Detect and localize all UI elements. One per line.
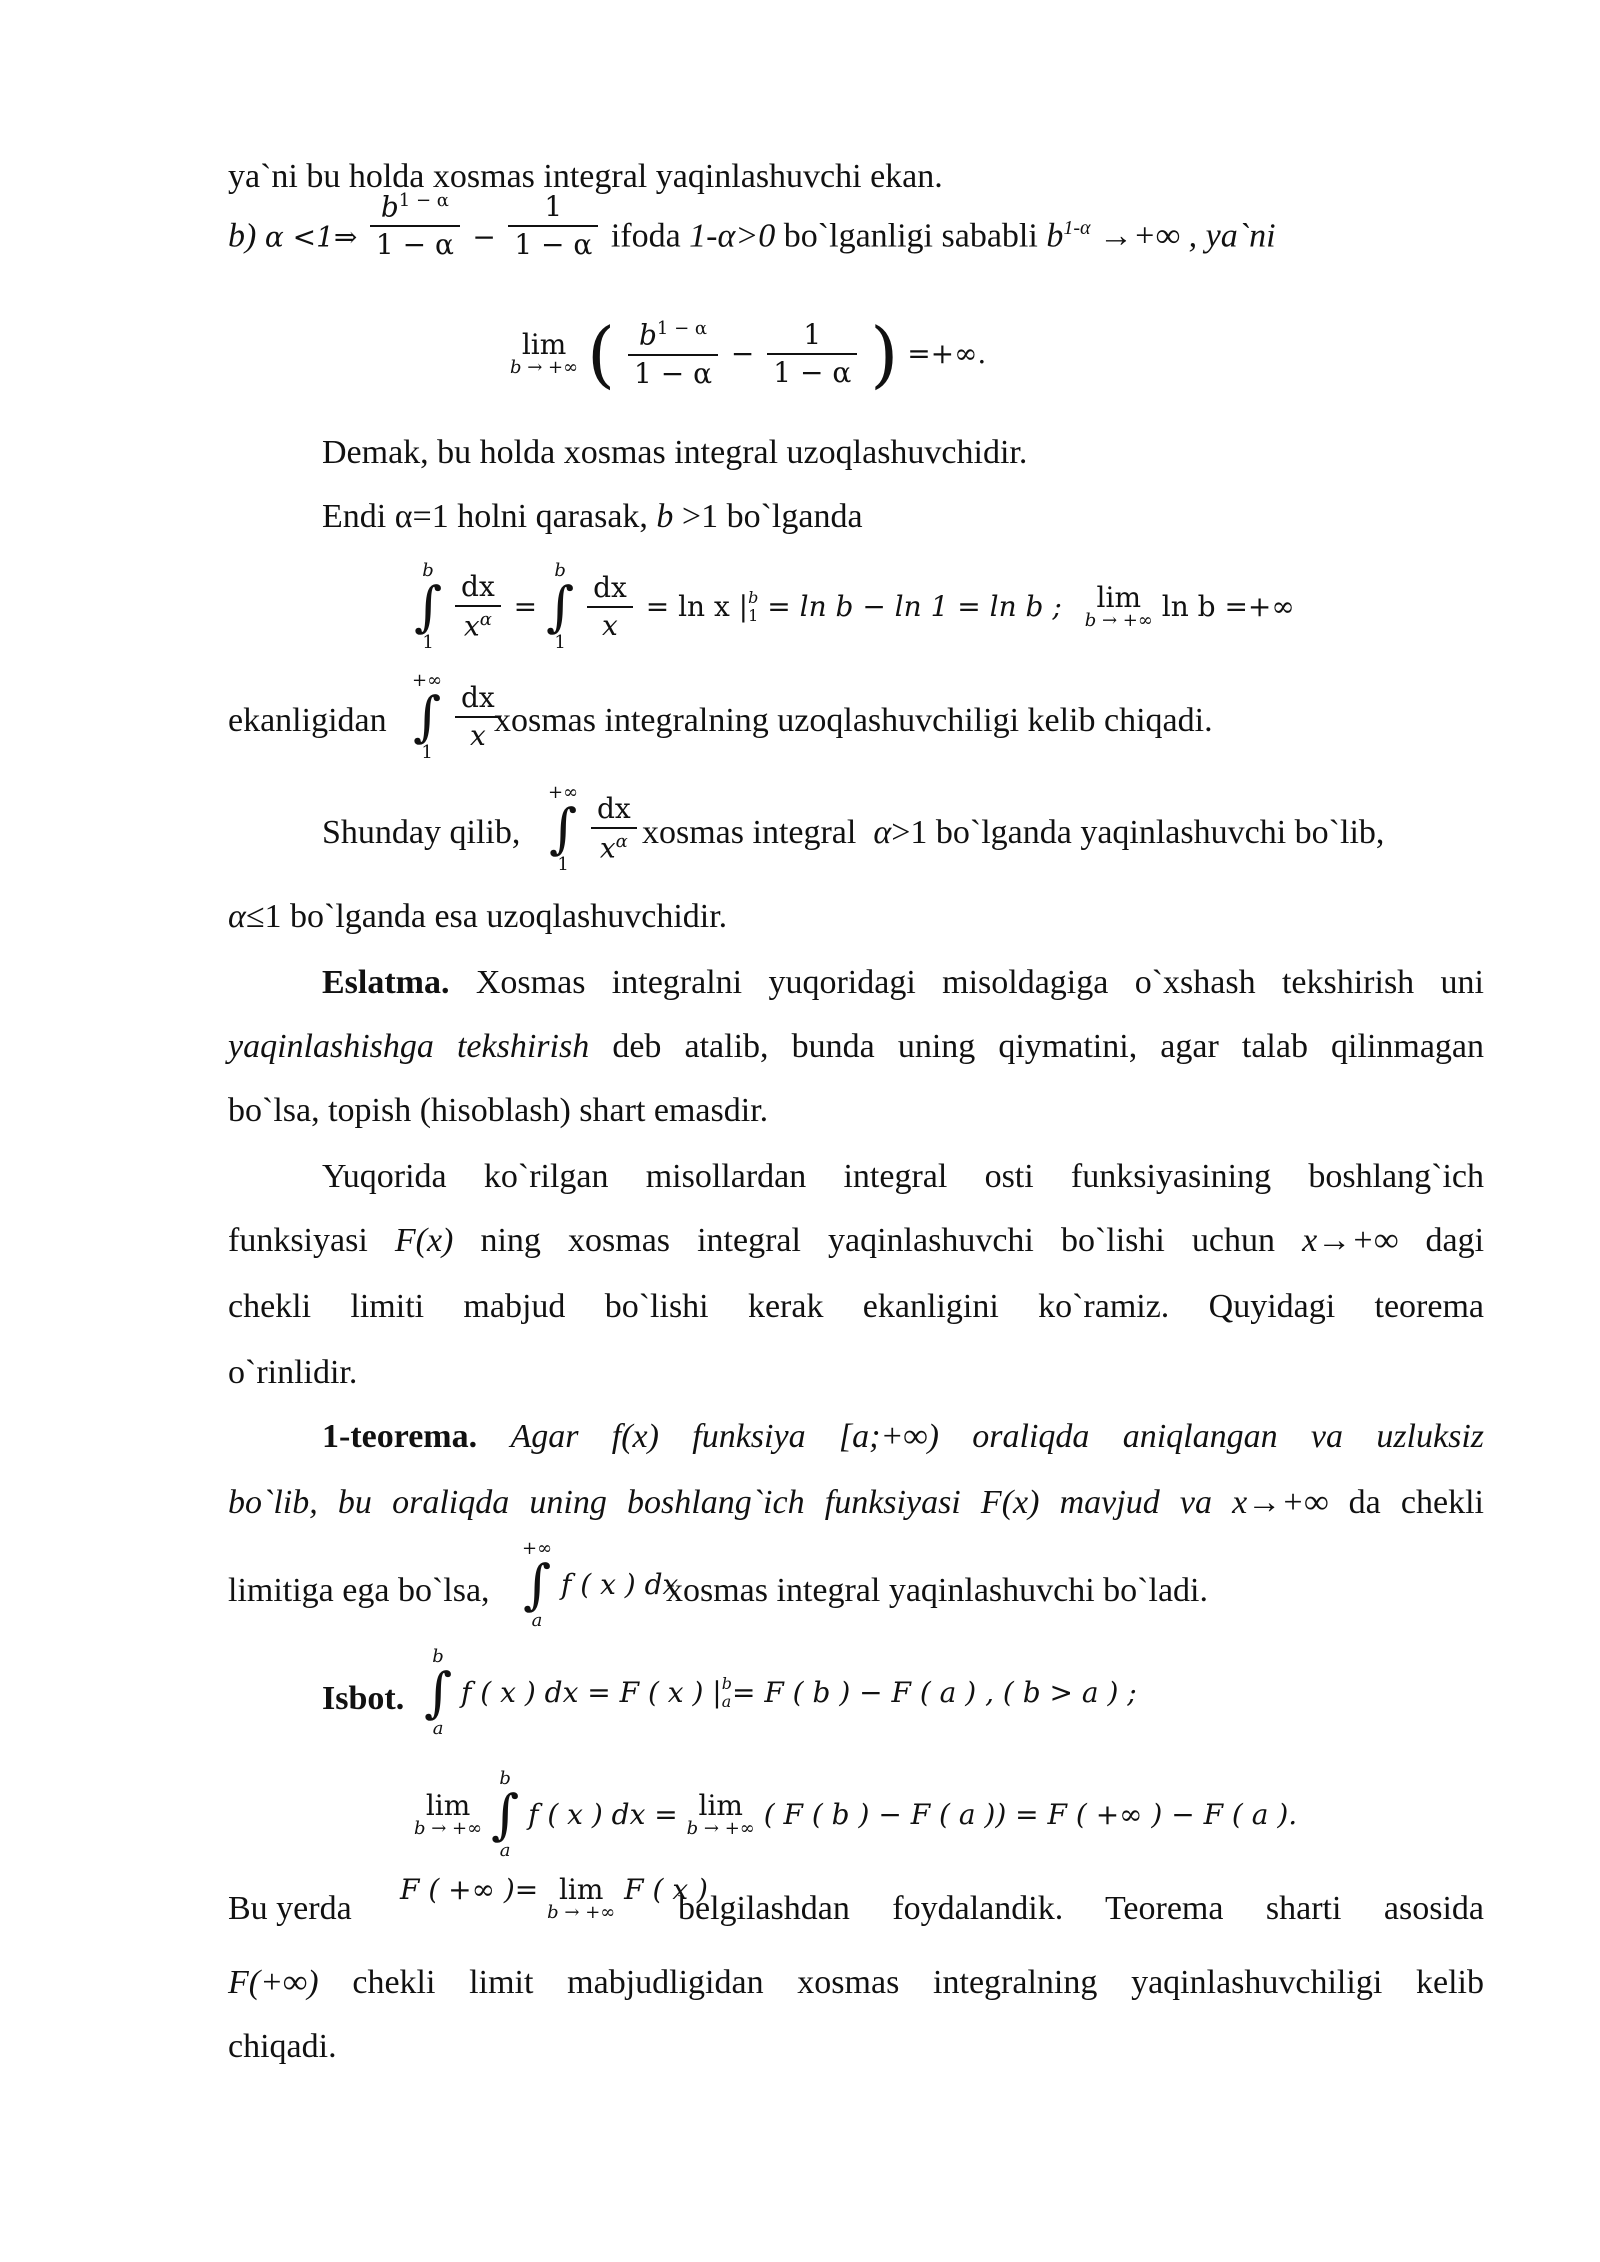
fraction (455, 570, 501, 643)
formula-text: 1 − α (656, 318, 708, 340)
formula-text: dx (455, 573, 501, 607)
text-span: α (228, 898, 246, 935)
text-span: Eslatma. (322, 964, 450, 1001)
formula-line (414, 1770, 1297, 1860)
text-span: ≤1 bo`lganda esa uzoqlashuvchidir. (245, 898, 728, 935)
integral-sign: ∫ (491, 1783, 520, 1846)
fraction (767, 318, 857, 389)
formula-text: α (479, 609, 492, 631)
formula-text: = ln b − ln 1 = ln b ; (767, 590, 1062, 623)
text-span: bo`lganligi sababli (783, 217, 1038, 255)
formula-text: F ( x ) (624, 1873, 708, 1906)
formula-text: f ( x ) dx = F ( x ) | (461, 1676, 722, 1709)
formula-text: lim (698, 1789, 743, 1822)
formula-text: f ( x ) dx (560, 1568, 679, 1601)
formula-line: lim b → +∞ ( $\frac{b^{1 - \alpha}}{1 - \alpha}$ − $\frac{1}{1 - \alpha}$ ) =+∞. (510, 312, 987, 396)
text-span: b (1046, 217, 1064, 255)
formula-text: 1 (554, 632, 566, 653)
text-line: chekli limiti mabjud bo`lishi kerak ekanligini ko`ramiz. Quyidagi teorema (228, 1288, 1484, 1325)
formula-inline (412, 672, 505, 762)
integral-sign: ∫ (548, 797, 578, 860)
text-span: ning xosmas integral yaqinlashuvchi bo`lishi uchun (480, 1222, 1276, 1259)
fraction (628, 318, 718, 390)
text-span: chekli limit mabjudligidan xosmas integralning yaqinlashuvchiligi kelib (352, 1964, 1484, 2001)
formula-text: lim (558, 1873, 604, 1906)
text-span: xosmas integral (642, 814, 857, 851)
formula-text: 1 (508, 193, 598, 227)
text-span: b (656, 498, 674, 535)
integral-sign: ∫ (546, 575, 575, 638)
text-line (228, 900, 727, 934)
text-line: ya`ni bu holda xosmas integral yaqinlashuvchi ekan. (228, 158, 943, 195)
fraction (508, 189, 598, 261)
fraction (591, 792, 637, 865)
text-span: F(+∞) (228, 1964, 319, 2001)
formula-text: b (432, 1646, 444, 1667)
text-line: xosmas integralning uzoqlashuvchiligi kelib chiqadi. (494, 702, 1213, 739)
text-span: funksiyasi (228, 1222, 368, 1259)
formula-text: dx (591, 795, 637, 829)
formula-text: x (599, 831, 616, 865)
formula-text: b → +∞ (510, 357, 579, 378)
formula-text: α <1⇒ (264, 220, 358, 254)
formula-text: 1 − α (398, 190, 449, 211)
text-span: 1-α (1063, 217, 1091, 240)
formula-text: b (499, 1768, 511, 1789)
formula-text: = F ( b ) − F ( a ) , ( b > a ) ; (731, 1676, 1137, 1709)
item-label: b) (228, 217, 257, 255)
formula-text: b (721, 1674, 732, 1694)
text-line (228, 1966, 1484, 2000)
formula-text: f ( x ) dx = (528, 1798, 678, 1831)
formula-text: a (721, 1692, 732, 1711)
formula-text: 1 − α (375, 228, 454, 262)
text-line: Isbot. (322, 1680, 405, 1717)
formula-line (414, 562, 1295, 652)
formula-text: − (730, 337, 755, 370)
text-span: Endi α=1 holni qarasak, (322, 498, 648, 535)
text-span: ekanligidan (228, 702, 387, 739)
formula-text: b → +∞ (686, 1818, 755, 1839)
formula-text: x (463, 609, 480, 643)
formula-text: α (615, 831, 628, 853)
text-line: Yuqorida ko`rilgan misollardan integral osti funksiyasining boshlang`ich (322, 1158, 1484, 1195)
text-line: Bu yerda (228, 1890, 352, 1927)
text-line: belgilashdan foydalandik. Teorema sharti asosida (678, 1890, 1484, 1927)
text-span: yaqinlashishga tekshirish (228, 1028, 590, 1065)
text-line (228, 189, 1276, 262)
text-line (642, 816, 1384, 850)
text-line: chiqadi. (228, 2028, 337, 2065)
formula-text: 1 (748, 606, 759, 625)
text-line: Shunday qilib, (322, 814, 521, 851)
formula-text: x (469, 719, 486, 752)
text-span: 1-teorema. (322, 1418, 478, 1455)
formula-text: dx (587, 574, 633, 608)
formula-text: lim (425, 1789, 471, 1822)
fraction (370, 190, 460, 262)
text-span: bo`lib, bu oraliqda uning boshlang`ich funksiyasi F(x) mavjud va x→+∞ (228, 1484, 1329, 1521)
formula-text: b (638, 318, 657, 352)
formula-text: 1 (422, 632, 434, 653)
text-line (322, 966, 1484, 1000)
fraction (587, 571, 633, 642)
formula-text: =+∞. (907, 337, 987, 370)
formula-text: b (422, 560, 434, 581)
text-line (228, 1030, 1484, 1064)
formula-text: 1 (557, 854, 569, 875)
formula-text: lim (521, 328, 567, 361)
integral-sign: ∫ (522, 1553, 552, 1616)
text-span: α (873, 814, 892, 851)
formula-text: = ln x | (645, 590, 749, 623)
text-line: bo`lsa, topish (hisoblash) shart emasdir. (228, 1092, 769, 1129)
formula-inline (400, 1873, 708, 1923)
formula-text: ( F ( b ) − F ( a )) = F ( +∞ ) − F ( a ). (763, 1798, 1298, 1831)
text-line (228, 1224, 1484, 1258)
text-span: dagi (1425, 1222, 1485, 1259)
formula-line (424, 1648, 1137, 1738)
integral-sign: ∫ (424, 1661, 453, 1724)
text-line: o`rinlidir. (228, 1354, 358, 1391)
text-span: Agar f(x) funksiya [a;+∞) oraliqda aniqlangan va uzluksiz (510, 1418, 1484, 1455)
formula-text: b (554, 560, 566, 581)
formula-text: 1 (421, 742, 433, 763)
text-span: >1 bo`lganda (681, 498, 863, 535)
integral-sign: ∫ (412, 685, 442, 748)
formula-text: b (748, 588, 759, 608)
text-span: Xosmas integralni yuqoridagi misoldagiga o`xshash tekshirish uni (475, 964, 1484, 1001)
text-span: >1 bo`lganda yaqinlashuvchi bo`lib, (891, 814, 1385, 851)
text-line (322, 1420, 1484, 1454)
text-span: F(x) (394, 1222, 454, 1259)
formula-text: a (432, 1718, 444, 1739)
formula-text: 1 − α (634, 356, 713, 390)
text-line: limitiga ega bo`lsa, (228, 1572, 490, 1609)
text-span: →+∞ , ya`ni (1098, 217, 1276, 255)
formula-text: a (499, 1840, 511, 1861)
formula-text: = (513, 590, 538, 623)
formula-inline (548, 784, 641, 874)
formula-text: +∞ (548, 782, 579, 803)
text-line (322, 500, 863, 534)
text-line: xosmas integral yaqinlashuvchi bo`ladi. (666, 1572, 1208, 1609)
formula-inline (522, 1540, 678, 1630)
formula-text: b → +∞ (414, 1818, 483, 1839)
text-line (228, 1486, 1484, 1520)
formula-text: +∞ (412, 670, 443, 691)
text-span: 1-α>0 (689, 217, 776, 255)
formula-text: 1 − α (514, 227, 593, 261)
text-span: ifoda (610, 217, 681, 255)
formula-text: +∞ (522, 1538, 553, 1559)
text-line: Demak, bu holda xosmas integral uzoqlashuvchidir. (322, 434, 1028, 471)
integral-sign: ∫ (414, 575, 443, 638)
formula-text: x (602, 609, 618, 642)
formula-text: 1 − α (773, 356, 852, 389)
formula-text: lim (1096, 581, 1141, 614)
formula-text: b → +∞ (547, 1902, 616, 1923)
text-span: deb atalib, bunda uning qiymatini, agar talab qilinmagan (612, 1028, 1485, 1065)
formula-text: ln b =+∞ (1161, 590, 1295, 623)
formula-text: b → +∞ (1084, 610, 1153, 631)
text-span: da chekli (1348, 1484, 1484, 1521)
text-line (228, 704, 387, 738)
formula-text: b (380, 190, 399, 224)
text-span: x→+∞ (1302, 1222, 1399, 1259)
formula-text: F ( +∞ )= (400, 1873, 539, 1906)
formula-text: − (472, 220, 496, 254)
formula-text: dx (455, 684, 501, 718)
formula-text: 1 (767, 321, 857, 355)
formula-text: a (531, 1610, 543, 1631)
